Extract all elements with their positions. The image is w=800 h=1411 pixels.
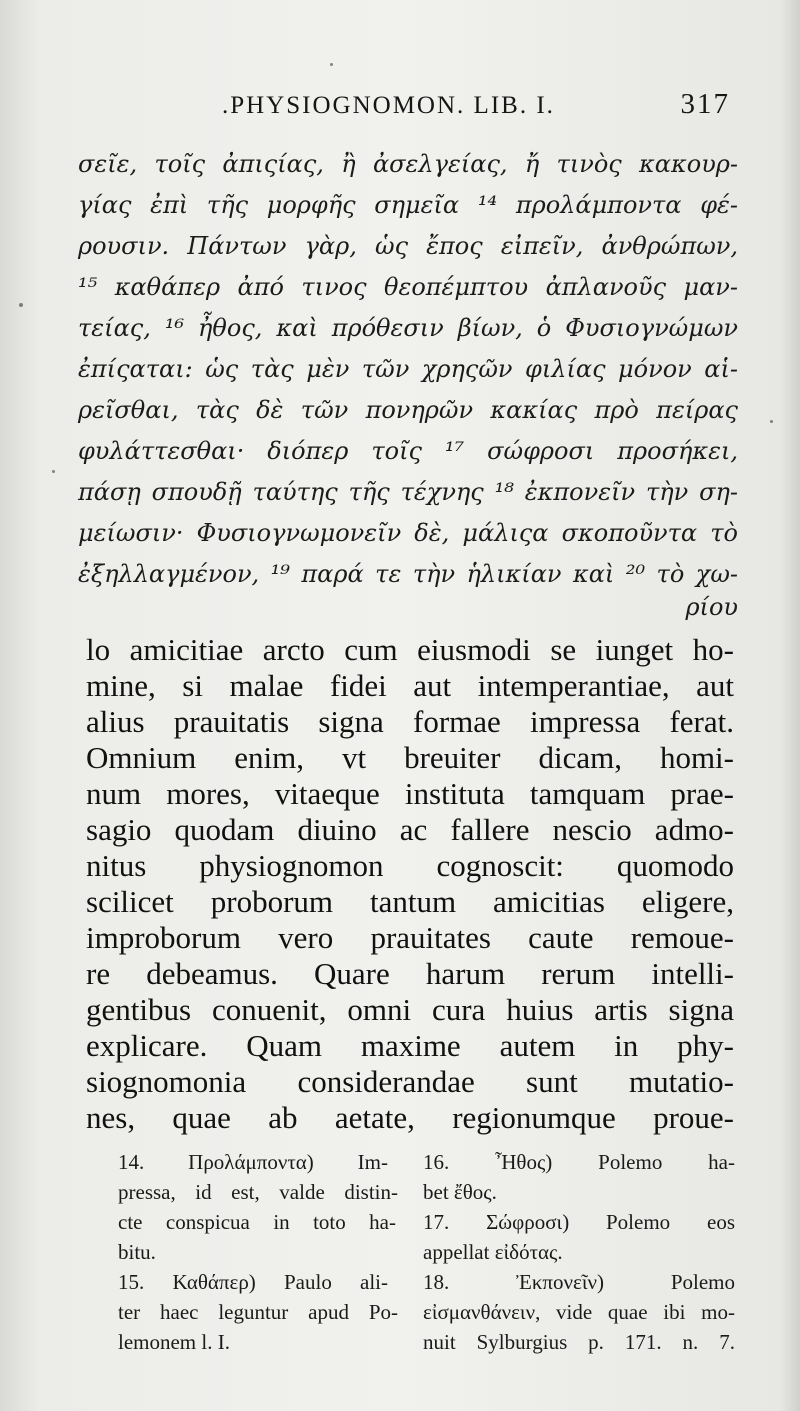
latin-line: improborum vero prauitates caute remoue- [86, 920, 734, 955]
latin-line: Omnium enim, vt breuiter dicam, homi- [86, 740, 734, 775]
greek-line: ἐξηλλαγμένον, ¹⁹ παρά τε τὴν ἡλικίαν καὶ ²⁰ τὸ χω- [78, 560, 738, 588]
greek-line: τείας, ¹⁶ ἦθος, καὶ πρόθεσιν βίων, ὁ Φυσιογνώμων [78, 314, 738, 342]
latin-line: sagio quodam diuino ac fallere nescio admo- [86, 812, 734, 847]
latin-line: nitus physiognomon cognoscit: quomodo [86, 848, 734, 883]
latin-line: mine, si malae fidei aut intemperantiae, aut [86, 668, 734, 703]
footnote-line: εἰσμανθάνειν, vide quae ibi mo- [423, 1300, 735, 1324]
footnote-line: 18. Ἐκπονεῖν) Polemo [423, 1270, 735, 1294]
footnote-line: cte conspicua in toto ha- [118, 1210, 396, 1234]
latin-line: scilicet proborum tantum amicitias eligere, [86, 884, 734, 919]
latin-line: re debeamus. Quare harum rerum intelli- [86, 956, 734, 991]
greek-line: σεῖε, τοῖς ἀπιςίας, ἢ ἀσελγείας, ἤ τινὸς κακουρ- [78, 150, 738, 178]
footnote-line: 17. Σώφροσι) Polemo eos [423, 1210, 735, 1234]
greek-catchword: ρίου [685, 593, 738, 621]
footnote-line: lemonem l. I. [118, 1330, 230, 1354]
footnote-line: 14. Προλάμποντα) Im- [118, 1150, 388, 1174]
greek-line: ρουσιν. Πάντων γὰρ, ὡς ἔπος εἰπεῖν, ἀνθρώπων, [78, 232, 738, 260]
footnote-line: bitu. [118, 1240, 156, 1264]
paper-speck [770, 420, 773, 423]
greek-line: γίας ἐπὶ τῆς μορφῆς σημεῖα ¹⁴ προλάμποντα φέ- [78, 191, 738, 219]
footnote-line: 16. Ἦθος) Polemo ha- [423, 1150, 735, 1174]
latin-line: lo amicitiae arcto cum eiusmodi se iunget ho- [86, 632, 734, 667]
greek-line: ρεῖσθαι, τὰς δὲ τῶν πονηρῶν κακίας πρὸ πείρας [78, 396, 738, 424]
running-head-title: .PHYSIOGNOMON. LIB. I. [222, 92, 555, 119]
page-number: 317 [680, 88, 730, 120]
greek-line: ἐπίςαται: ὡς τὰς μὲν τῶν χρηςῶν φιλίας μόνον αἱ- [78, 355, 738, 383]
paper-speck [330, 63, 333, 66]
latin-line: siognomonia considerandae sunt mutatio- [86, 1064, 734, 1099]
latin-line: nes, quae ab aetate, regionumque proue- [86, 1100, 734, 1135]
greek-line: μείωσιν· Φυσιογνωμονεῖν δὲ, μάλιςα σκοποῦντα τὸ [78, 519, 738, 547]
footnote-line: nuit Sylburgius p. 171. n. 7. [423, 1330, 735, 1354]
footnote-line: bet ἔθος. [423, 1180, 497, 1204]
latin-line: num mores, vitaeque instituta tamquam prae- [86, 776, 734, 811]
latin-line: alius prauitatis signa formae impressa ferat. [86, 704, 734, 739]
latin-line: explicare. Quam maxime autem in phy- [86, 1028, 734, 1063]
paper-speck [52, 470, 55, 473]
footnote-line: pressa, id est, valde distin- [118, 1180, 398, 1204]
footnote-line: appellat εἰδότας. [423, 1240, 563, 1264]
latin-line: gentibus conuenit, omni cura huius artis signa [86, 992, 734, 1027]
greek-line: φυλάττεσθαι· διόπερ τοῖς ¹⁷ σώφροσι προσήκει, [78, 437, 738, 465]
footnote-line: 15. Καθάπερ) Paulo ali- [118, 1270, 388, 1294]
greek-line: πάσῃ σπουδῇ ταύτης τῆς τέχνης ¹⁸ ἐκπονεῖν τὴν ση- [78, 478, 738, 506]
footnote-line: ter haec leguntur apud Po- [118, 1300, 398, 1324]
paper-speck [19, 303, 23, 307]
greek-line: ¹⁵ καθάπερ ἀπό τινος θεοπέμπτου ἀπλανοῦς μαν- [78, 273, 738, 301]
